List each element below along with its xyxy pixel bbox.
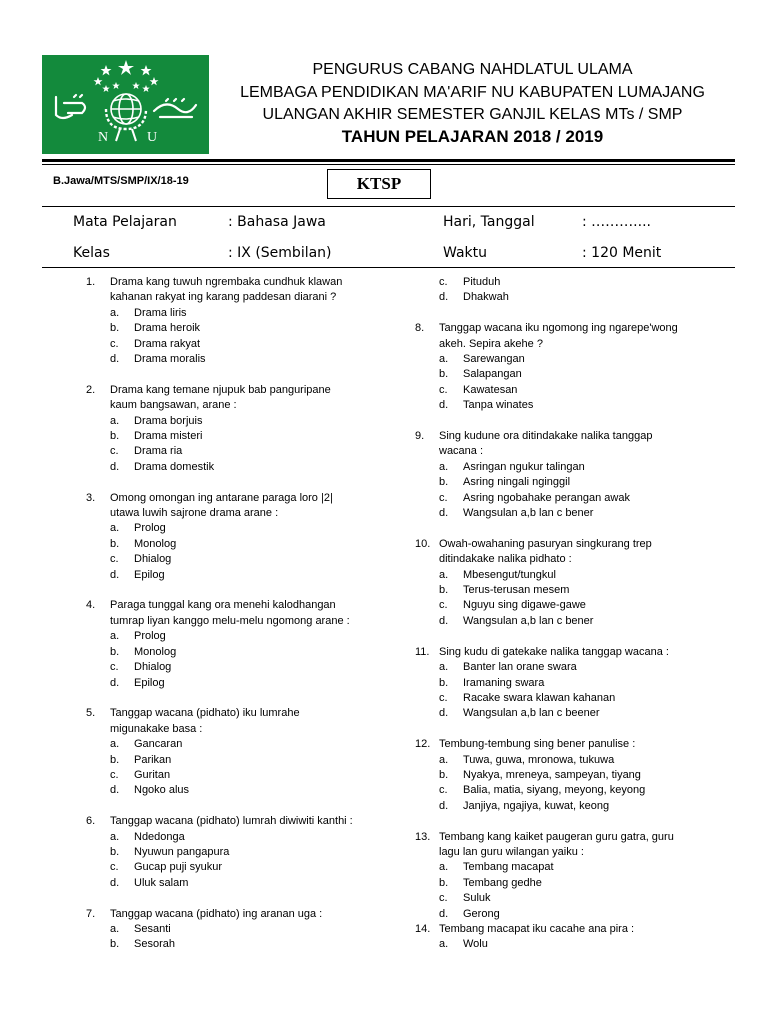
option-letter: d. bbox=[439, 507, 449, 520]
option-letter: d. bbox=[439, 614, 449, 627]
question-spacer bbox=[86, 583, 396, 598]
option-text: Drama domestik bbox=[134, 460, 215, 473]
question-text-line: Tembung-tembung sing bener panulise : bbox=[439, 738, 636, 751]
answer-option bbox=[86, 444, 396, 459]
answer-option bbox=[415, 398, 735, 413]
header-school-year: TAHUN PELAJARAN 2018 / 2019 bbox=[341, 127, 604, 146]
option-letter: c. bbox=[110, 661, 119, 674]
answer-option bbox=[415, 691, 735, 706]
option-letter: a. bbox=[110, 414, 120, 427]
answer-option bbox=[86, 676, 396, 691]
option-letter: c. bbox=[439, 383, 448, 396]
answer-option bbox=[415, 491, 735, 506]
option-text: Wolu bbox=[463, 938, 488, 951]
option-letter: d. bbox=[439, 799, 449, 812]
option-letter: a. bbox=[439, 861, 449, 874]
option-letter: b. bbox=[110, 938, 120, 951]
option-text: Drama borjuis bbox=[134, 414, 203, 427]
question-text-line: Sing kudu di gatekake nalika tanggap wacana : bbox=[439, 645, 669, 658]
option-text: Nyakya, mreneya, sampeyan, tiyang bbox=[463, 768, 641, 781]
option-letter: d. bbox=[110, 876, 120, 889]
option-letter: c. bbox=[439, 784, 448, 797]
option-letter: c. bbox=[439, 276, 448, 288]
option-letter: b. bbox=[439, 676, 449, 689]
answer-option bbox=[415, 676, 735, 691]
answer-option bbox=[415, 460, 735, 475]
option-text: Parikan bbox=[134, 753, 172, 766]
option-letter: a. bbox=[439, 568, 449, 581]
question-item bbox=[415, 321, 735, 413]
option-text: Uluk salam bbox=[134, 876, 189, 889]
option-text: Tanpa winates bbox=[463, 399, 534, 412]
option-letter: b. bbox=[439, 768, 449, 781]
answer-option bbox=[86, 568, 396, 583]
option-text: Janjiya, ngajiya, kuwat, keong bbox=[463, 799, 610, 812]
question-spacer bbox=[86, 367, 396, 382]
option-letter: d. bbox=[110, 353, 120, 366]
questions-left-column bbox=[86, 275, 396, 953]
answer-option bbox=[415, 799, 735, 814]
question-number: 12. bbox=[415, 738, 431, 751]
option-text: Salapangan bbox=[463, 368, 522, 381]
question-spacer bbox=[415, 414, 735, 429]
option-letter: c. bbox=[110, 337, 119, 350]
question-text-line: Tanggap wacana (pidhato) lumrah diwiwiti kanthi : bbox=[110, 815, 353, 828]
option-text: Epilog bbox=[134, 568, 165, 581]
option-text: Asringan ngukur talingan bbox=[463, 460, 585, 473]
option-text: Ngoko alus bbox=[134, 784, 190, 797]
question-item bbox=[86, 907, 396, 953]
question-text-line: Sing kudune ora ditindakake nalika tanggap bbox=[439, 430, 653, 443]
option-text: Nguyu sing digawe-gawe bbox=[463, 599, 586, 612]
answer-option bbox=[86, 922, 396, 937]
nu-emblem-icon bbox=[42, 55, 209, 154]
question-text-line: Tanggap wacana iku ngomong ing ngarepe'wong bbox=[439, 322, 678, 335]
question-spacer bbox=[86, 891, 396, 906]
option-text: Dhialog bbox=[134, 661, 172, 674]
answer-option bbox=[86, 521, 396, 536]
question-spacer bbox=[415, 629, 735, 644]
option-text: Prolog bbox=[134, 630, 166, 643]
question-number: 2. bbox=[86, 383, 96, 396]
option-letter: d. bbox=[439, 907, 449, 920]
option-text: Nyuwun pangapura bbox=[134, 845, 230, 858]
option-text: Drama rakyat bbox=[134, 337, 201, 350]
question-item bbox=[86, 598, 396, 690]
question-item bbox=[415, 830, 735, 922]
question-number: 8. bbox=[415, 322, 425, 335]
answer-option bbox=[86, 552, 396, 567]
answer-option bbox=[86, 660, 396, 675]
option-letter: b. bbox=[110, 845, 120, 858]
question-item bbox=[415, 922, 735, 953]
answer-option bbox=[415, 768, 735, 783]
option-letter: b. bbox=[110, 753, 120, 766]
answer-option bbox=[415, 568, 735, 583]
question-item bbox=[86, 383, 396, 475]
option-text: Guritan bbox=[134, 768, 171, 781]
answer-option bbox=[86, 337, 396, 352]
question-spacer bbox=[415, 814, 735, 829]
option-letter: c. bbox=[110, 861, 119, 874]
question-text-line: Tanggap wacana (pidhato) ing aranan uga : bbox=[110, 907, 323, 920]
option-text: Dhakwah bbox=[463, 291, 509, 304]
option-letter: c. bbox=[439, 599, 448, 612]
option-text: Suluk bbox=[463, 892, 491, 905]
question-number: 11. bbox=[415, 645, 430, 658]
option-letter: c. bbox=[110, 768, 119, 781]
option-letter: a. bbox=[439, 353, 449, 366]
logo-letter-u: U bbox=[147, 130, 158, 145]
answer-option bbox=[415, 352, 735, 367]
option-letter: b. bbox=[439, 476, 449, 489]
question-text-line: Tembang kang kaiket paugeran guru gatra, guru bbox=[439, 830, 674, 843]
option-text: Drama heroik bbox=[134, 322, 201, 335]
document-code: B.Jawa/MTS/SMP/IX/18-19 bbox=[53, 175, 189, 187]
time-label: Waktu bbox=[443, 245, 487, 261]
option-text: Dhialog bbox=[134, 553, 172, 566]
question-number: 13. bbox=[415, 830, 431, 843]
option-letter: b. bbox=[110, 430, 120, 443]
answer-option bbox=[86, 830, 396, 845]
answer-option bbox=[415, 383, 735, 398]
question-spacer bbox=[86, 799, 396, 814]
subject-value: : Bahasa Jawa bbox=[228, 214, 326, 230]
header-institution: LEMBAGA PENDIDIKAN MA'ARIF NU KABUPATEN LUMAJANG bbox=[240, 84, 705, 101]
answer-option bbox=[86, 629, 396, 644]
option-text: Terus-terusan mesem bbox=[463, 584, 570, 597]
header-organization: PENGURUS CABANG NAHDLATUL ULAMA bbox=[312, 61, 633, 78]
answer-option bbox=[86, 537, 396, 552]
question-text-line: lagu lan guru wilangan yaiku : bbox=[439, 845, 584, 858]
answer-option bbox=[415, 706, 735, 721]
question-item bbox=[86, 491, 396, 583]
answer-option bbox=[415, 783, 735, 798]
question-spacer bbox=[86, 691, 396, 706]
question-text-line: Tembang macapat iku cacahe ana pira : bbox=[439, 922, 635, 935]
logo-letter-n: N bbox=[98, 130, 109, 145]
question-number: 7. bbox=[86, 907, 96, 920]
answer-option bbox=[86, 876, 396, 891]
option-text: Tembang macapat bbox=[463, 861, 554, 874]
option-text: Mbesengut/tungkul bbox=[463, 568, 556, 581]
option-text: Banter lan orane swara bbox=[463, 661, 577, 674]
option-letter: a. bbox=[110, 922, 120, 935]
option-text: Gerong bbox=[463, 907, 500, 920]
subject-label: Mata Pelajaran bbox=[73, 214, 177, 230]
option-letter: a. bbox=[439, 753, 449, 766]
header-divider-thick bbox=[42, 159, 735, 162]
option-letter: a. bbox=[110, 306, 120, 319]
option-letter: b. bbox=[439, 584, 449, 597]
time-value: : 120 Menit bbox=[582, 245, 662, 261]
answer-option bbox=[415, 660, 735, 675]
question-text-line: Drama kang temane njupuk bab panguripane bbox=[110, 383, 331, 396]
option-text: Drama liris bbox=[134, 306, 187, 319]
answer-option bbox=[86, 429, 396, 444]
answer-option bbox=[86, 352, 396, 367]
option-text: Iramaning swara bbox=[463, 676, 545, 689]
question-text-line: akeh. Sepira akehe ? bbox=[439, 337, 543, 350]
option-letter: b. bbox=[110, 537, 120, 550]
option-letter: c. bbox=[110, 445, 119, 458]
answer-option bbox=[415, 598, 735, 613]
option-text: Drama misteri bbox=[134, 430, 203, 443]
header-divider-thin bbox=[42, 164, 735, 165]
option-letter: c. bbox=[439, 892, 448, 905]
question-spacer bbox=[415, 306, 735, 321]
question-item bbox=[86, 814, 396, 891]
answer-option bbox=[86, 306, 396, 321]
option-text: Epilog bbox=[134, 676, 165, 689]
info-divider-top bbox=[42, 206, 735, 207]
question-text-line: Omong omongan ing antarane paraga loro |2| bbox=[110, 491, 333, 504]
option-letter: b. bbox=[110, 322, 120, 335]
option-text: Drama ria bbox=[134, 445, 183, 458]
option-text: Asring ngobahake perangan awak bbox=[463, 491, 630, 504]
option-text: Sesanti bbox=[134, 922, 171, 935]
option-letter: b. bbox=[439, 368, 449, 381]
option-text: Pituduh bbox=[463, 276, 501, 288]
answer-option bbox=[415, 937, 735, 952]
question-spacer bbox=[86, 475, 396, 490]
option-letter: a. bbox=[110, 738, 120, 751]
option-letter: a. bbox=[110, 830, 120, 843]
question-item bbox=[86, 706, 396, 798]
question-number: 14. bbox=[415, 922, 431, 935]
answer-option bbox=[86, 768, 396, 783]
class-label: Kelas bbox=[73, 245, 110, 261]
answer-option bbox=[86, 414, 396, 429]
answer-option bbox=[86, 753, 396, 768]
question-item bbox=[415, 645, 735, 722]
question-text-line: Tanggap wacana (pidhato) iku lumrahe bbox=[110, 707, 300, 720]
option-text: Prolog bbox=[134, 522, 166, 535]
option-text: Racake swara klawan kahanan bbox=[463, 691, 616, 704]
answer-option bbox=[415, 907, 735, 922]
question-text-line: migunakake basa : bbox=[110, 722, 203, 735]
answer-option bbox=[86, 737, 396, 752]
answer-option bbox=[415, 891, 735, 906]
question-number: 9. bbox=[415, 430, 425, 443]
option-letter: a. bbox=[110, 630, 120, 643]
option-text: Asring ningali nginggil bbox=[463, 476, 571, 489]
question-text-line: kahanan rakyat ing karang paddesan diarani ? bbox=[110, 291, 337, 304]
answer-option bbox=[415, 860, 735, 875]
answer-option bbox=[415, 367, 735, 382]
question-text-line: tumrap liyan kanggo melu-melu ngomong arane : bbox=[110, 614, 350, 627]
option-letter: c. bbox=[439, 491, 448, 504]
answer-option bbox=[86, 645, 396, 660]
option-text: Monolog bbox=[134, 537, 177, 550]
option-text: Wangsulan a,b lan c bener bbox=[463, 507, 594, 520]
option-letter: a. bbox=[439, 938, 449, 951]
answer-option bbox=[86, 783, 396, 798]
question-item bbox=[415, 429, 735, 521]
answer-option bbox=[415, 290, 735, 305]
answer-option bbox=[415, 583, 735, 598]
option-letter: b. bbox=[439, 876, 449, 889]
info-divider-bottom bbox=[42, 267, 735, 268]
curriculum-box: KTSP bbox=[327, 169, 431, 199]
option-letter: d. bbox=[110, 784, 120, 797]
option-letter: c. bbox=[110, 553, 119, 566]
question-spacer bbox=[415, 722, 735, 737]
option-letter: c. bbox=[439, 691, 448, 704]
option-letter: d. bbox=[439, 707, 449, 720]
question-text-line: Drama kang tuwuh ngrembaka cundhuk klawan bbox=[110, 276, 343, 288]
option-text: Sarewangan bbox=[463, 353, 525, 366]
option-text: Gucap puji syukur bbox=[134, 861, 223, 874]
option-text: Ndedonga bbox=[134, 830, 185, 843]
question-item bbox=[415, 737, 735, 814]
question-number: 10. bbox=[415, 537, 431, 550]
option-letter: d. bbox=[110, 676, 120, 689]
option-letter: d. bbox=[439, 399, 449, 412]
question-text-line: Owah-owahaning pasuryan singkurang trep bbox=[439, 537, 652, 550]
answer-option bbox=[415, 275, 735, 290]
question-text-line: kaum bangsawan, arane : bbox=[110, 399, 237, 412]
answer-option bbox=[415, 475, 735, 490]
option-letter: d. bbox=[439, 291, 449, 304]
option-letter: d. bbox=[110, 460, 120, 473]
option-letter: a. bbox=[110, 522, 120, 535]
day-value: : ……….... bbox=[582, 214, 651, 230]
question-number: 3. bbox=[86, 491, 96, 504]
question-spacer bbox=[415, 521, 735, 536]
day-label: Hari, Tanggal bbox=[443, 214, 535, 230]
option-text: Gancaran bbox=[134, 738, 183, 751]
question-item bbox=[415, 537, 735, 629]
question-number: 4. bbox=[86, 599, 96, 612]
option-letter: b. bbox=[110, 645, 120, 658]
questions-right-column bbox=[415, 275, 735, 953]
question-item bbox=[86, 275, 396, 367]
option-text: Wangsulan a,b lan c beener bbox=[463, 707, 600, 720]
option-text: Tuwa, guwa, mronowa, tukuwa bbox=[463, 753, 615, 766]
answer-option bbox=[415, 614, 735, 629]
header-exam-title: ULANGAN AKHIR SEMESTER GANJIL KELAS MTs / SMP bbox=[262, 106, 683, 123]
option-text: Wangsulan a,b lan c bener bbox=[463, 614, 594, 627]
answer-option bbox=[415, 876, 735, 891]
question-text-line: ditindakake nalika pidhato : bbox=[439, 553, 572, 566]
option-text: Drama moralis bbox=[134, 353, 206, 366]
class-value: : IX (Sembilan) bbox=[228, 245, 332, 261]
question-text-line: Paraga tunggal kang ora menehi kalodhangan bbox=[110, 599, 336, 612]
option-text: Tembang gedhe bbox=[463, 876, 542, 889]
answer-option bbox=[86, 460, 396, 475]
question-number: 6. bbox=[86, 815, 96, 828]
question-text-line: wacana : bbox=[439, 445, 484, 458]
answer-option bbox=[415, 506, 735, 521]
option-text: Monolog bbox=[134, 645, 177, 658]
question-text-line: utawa luwih sajrone drama arane : bbox=[110, 507, 279, 520]
answer-option bbox=[86, 860, 396, 875]
question-number: 1. bbox=[86, 276, 96, 288]
nu-logo bbox=[42, 55, 209, 154]
answer-option bbox=[415, 753, 735, 768]
option-letter: a. bbox=[439, 460, 449, 473]
answer-option bbox=[86, 321, 396, 336]
option-text: Sesorah bbox=[134, 938, 175, 951]
option-text: Balia, matia, siyang, meyong, keyong bbox=[463, 784, 646, 797]
answer-option bbox=[86, 845, 396, 860]
option-text: Kawatesan bbox=[463, 383, 518, 396]
question-number: 5. bbox=[86, 707, 96, 720]
answer-option bbox=[86, 937, 396, 952]
option-letter: d. bbox=[110, 568, 120, 581]
option-letter: a. bbox=[439, 661, 449, 674]
